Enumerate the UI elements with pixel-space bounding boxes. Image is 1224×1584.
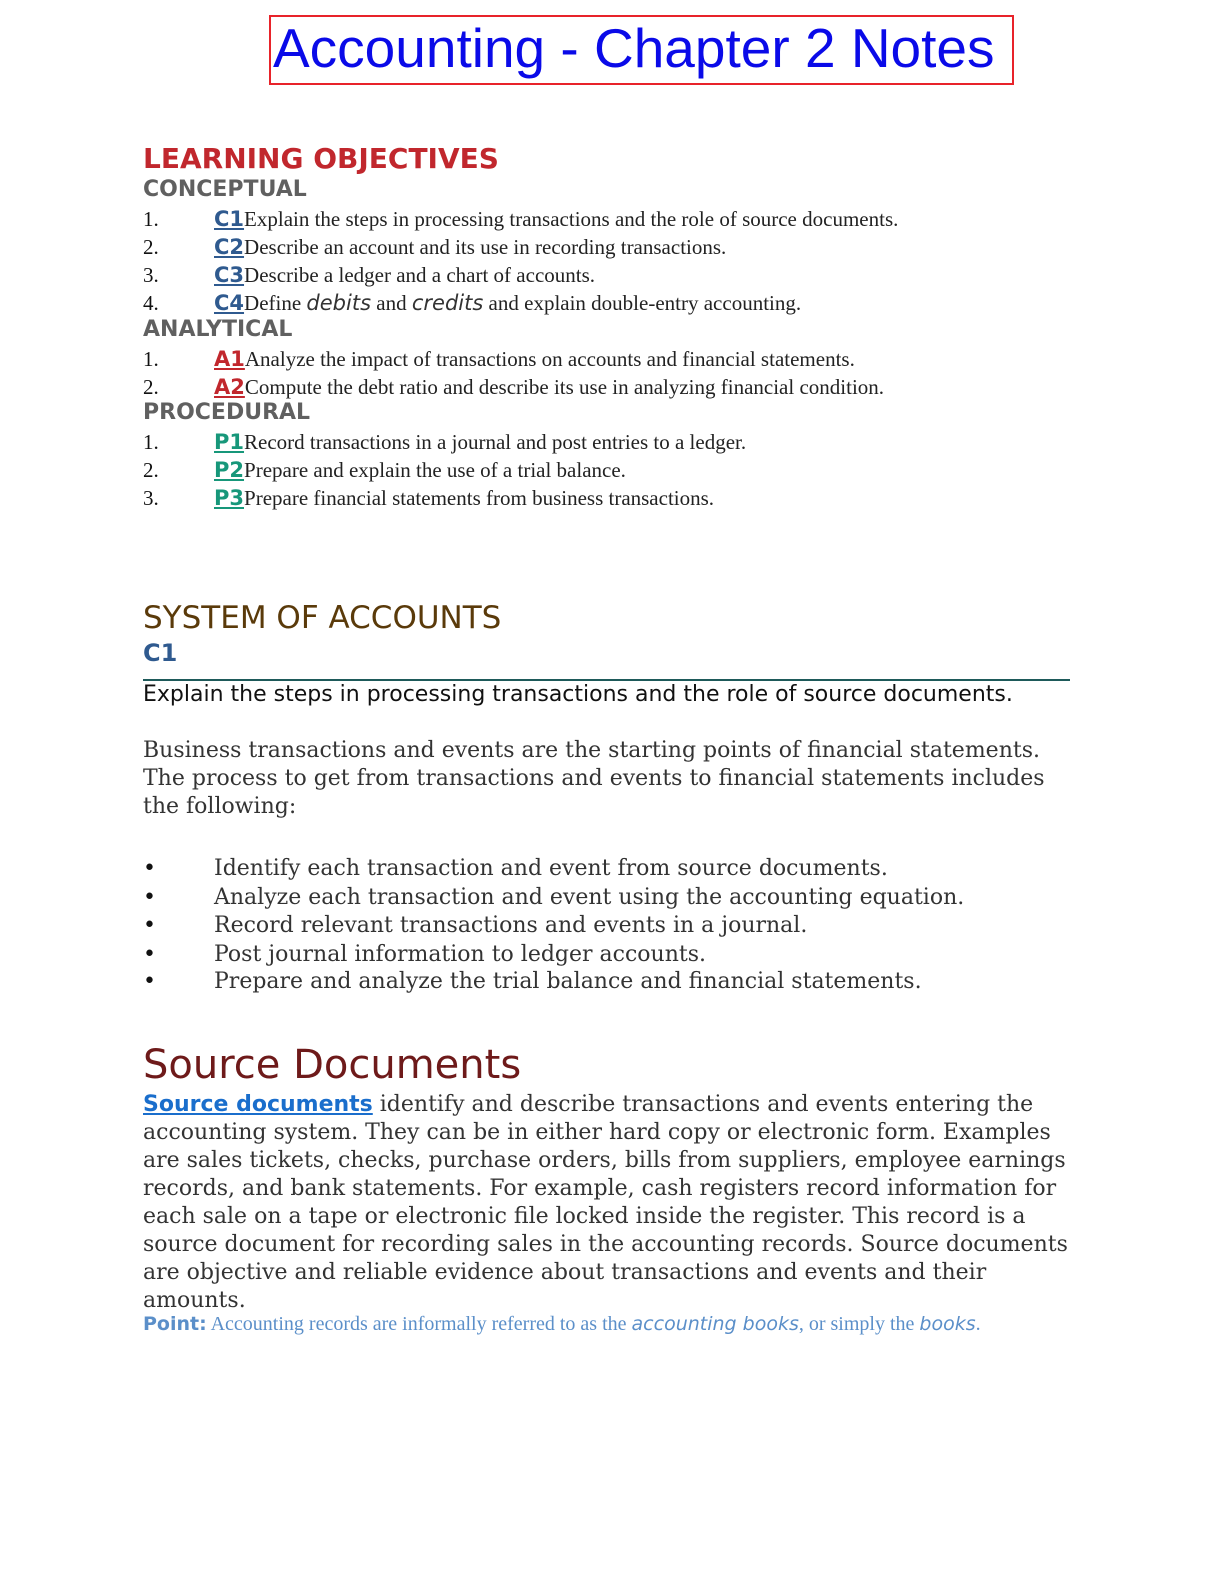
term-books: books bbox=[919, 1313, 976, 1335]
objective-code-link[interactable]: P3 bbox=[214, 486, 245, 510]
objective-text-part: and explain double-entry accounting. bbox=[483, 291, 802, 315]
learning-objectives-heading: LEARNING OBJECTIVES bbox=[143, 142, 499, 175]
objective-text: Compute the debt ratio and describe its use in analyzing financial condition. bbox=[244, 375, 885, 399]
list-item-text: Post journal information to ledger accounts. bbox=[214, 942, 707, 967]
objective-text: Prepare financial statements from business transactions. bbox=[244, 486, 715, 510]
point-label: Point: bbox=[143, 1313, 207, 1335]
list-item-text: Analyze each transaction and event using the accounting equation. bbox=[214, 885, 965, 910]
term-debits: debits bbox=[306, 291, 372, 315]
objective-code-link[interactable]: P1 bbox=[214, 430, 245, 454]
section-objective: Explain the steps in processing transactions and the role of source documents. bbox=[143, 682, 1013, 707]
point-note bbox=[143, 1310, 981, 1338]
objective-text-part: Define bbox=[244, 291, 307, 315]
objective-text: Prepare and explain the use of a trial balance. bbox=[244, 458, 626, 482]
term-accounting-books: accounting books bbox=[631, 1313, 799, 1335]
bullet-icon: • bbox=[143, 942, 156, 967]
bullet-icon: • bbox=[143, 885, 156, 910]
title-box bbox=[269, 15, 1014, 85]
list-number: 2. bbox=[143, 458, 159, 482]
list-number: 3. bbox=[143, 263, 159, 287]
objective-code-link[interactable]: A2 bbox=[214, 375, 245, 399]
list-item-text: Prepare and analyze the trial balance and financial statements. bbox=[214, 969, 922, 994]
analytical-heading: ANALYTICAL bbox=[143, 317, 293, 342]
bullet-icon: • bbox=[143, 969, 156, 994]
objective-text: Describe a ledger and a chart of accounts. bbox=[244, 263, 596, 287]
point-text-part: , or simply the bbox=[798, 1313, 920, 1335]
system-of-accounts-heading: SYSTEM OF ACCOUNTS bbox=[143, 600, 502, 636]
source-documents-body: identify and describe transactions and events entering the accounting system. They can be in either hard copy or electronic form. Examples are sales tickets, checks, purchase orders, bills from suppliers, employee earnings records, and bank statements. For example, cash registers record information for each sale on a tape or electronic file locked inside the register. This record is a source document for recording sales in the accounting records. Source documents are objective and reliable evidence about transactions and events and their amounts. bbox=[143, 1092, 1068, 1313]
objective-text: Explain the steps in processing transactions and the role of source documents. bbox=[244, 207, 899, 231]
point-text-part: Accounting records are informally referred to as the bbox=[206, 1313, 632, 1335]
objective-code-link[interactable]: P2 bbox=[214, 458, 245, 482]
objective-code-link[interactable]: C2 bbox=[214, 235, 245, 259]
objective-text: Describe an account and its use in recording transactions. bbox=[244, 235, 727, 259]
source-documents-link[interactable]: Source documents bbox=[143, 1092, 373, 1117]
objective-code-link[interactable]: C1 bbox=[214, 207, 245, 231]
source-documents-paragraph bbox=[143, 1091, 1073, 1315]
objective-code-link[interactable]: A1 bbox=[214, 347, 245, 371]
procedural-heading: PROCEDURAL bbox=[143, 400, 311, 425]
point-text-part: . bbox=[975, 1313, 981, 1335]
section-code-c1: C1 bbox=[143, 639, 178, 667]
list-number: 1. bbox=[143, 347, 159, 371]
bullet-icon: • bbox=[143, 856, 156, 881]
objective-code-link[interactable]: C4 bbox=[214, 291, 245, 315]
source-documents-heading: Source Documents bbox=[143, 1042, 522, 1088]
objective-code-link[interactable]: C3 bbox=[214, 263, 245, 287]
objective-text-part: and bbox=[371, 291, 412, 315]
list-number: 2. bbox=[143, 375, 159, 399]
list-number: 1. bbox=[143, 207, 159, 231]
objective-text: Analyze the impact of transactions on accounts and financial statements. bbox=[244, 347, 855, 371]
bullet-icon: • bbox=[143, 913, 156, 938]
list-number: 2. bbox=[143, 235, 159, 259]
list-number: 3. bbox=[143, 486, 159, 510]
list-number: 1. bbox=[143, 430, 159, 454]
system-intro-paragraph: Business transactions and events are the starting points of financial statements. The process to get from transactions and events to financial statements includes the following: bbox=[143, 738, 1045, 819]
term-credits: credits bbox=[411, 291, 484, 315]
objective-text: Record transactions in a journal and post entries to a ledger. bbox=[244, 430, 747, 454]
page-title: Accounting - Chapter 2 Notes bbox=[273, 17, 995, 79]
list-number: 4. bbox=[143, 291, 159, 315]
list-item-text: Record relevant transactions and events in a journal. bbox=[214, 913, 808, 938]
conceptual-heading: CONCEPTUAL bbox=[143, 177, 307, 202]
list-item-text: Identify each transaction and event from source documents. bbox=[214, 856, 888, 881]
